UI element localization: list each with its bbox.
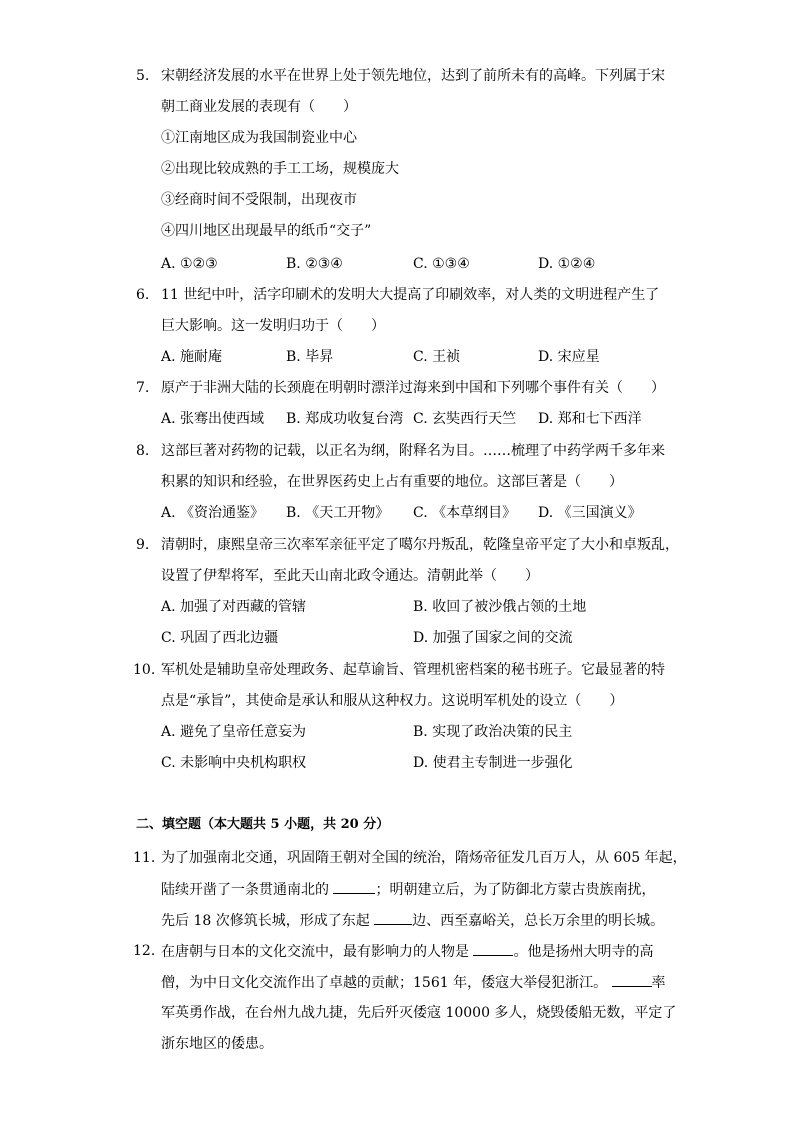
section-title: 二、填空题（本大题共 5 小题，共 20 分） xyxy=(136,817,390,832)
question-stem: 巨大影响。这一发明归功于（ ） xyxy=(161,318,385,334)
stem-text: 率 xyxy=(651,975,666,991)
option-b: B. 郑成功收复台湾 xyxy=(286,411,404,427)
question-stem: 宋朝经济发展的水平在世界上处于领先地位，达到了前所未有的高峰。下列属于宋 xyxy=(161,68,665,84)
question-stem: 这部巨著对药物的记载，以正名为纲，附释名为目。……梳理了中药学两千多年来 xyxy=(161,443,665,459)
option-b: B. 毕昇 xyxy=(286,349,334,365)
question-number: 9. xyxy=(136,537,150,553)
statement-item: ②出现比较成熟的手工工场，规模庞大 xyxy=(161,161,399,177)
question-stem: 设置了伊犁将军，至此天山南北政令通达。清朝此举（ ） xyxy=(161,568,539,584)
option-a: A. 《资治通鉴》 xyxy=(161,505,265,521)
option-b: B. 收回了被沙俄占领的土地 xyxy=(413,599,587,615)
option-d: D. 郑和七下西洋 xyxy=(538,411,642,427)
option-d: D. 宋应星 xyxy=(538,349,600,365)
question-stem-line xyxy=(161,910,664,931)
question-stem: 朝工商业发展的表现有（ ） xyxy=(161,99,357,115)
question-stem: 清朝时，康熙皇帝三次率军亲征平定了噶尔丹叛乱，乾隆皇帝平定了大小和卓叛乱， xyxy=(161,537,679,553)
answer-blank[interactable] xyxy=(473,941,513,956)
question-number: 11. xyxy=(133,850,156,866)
question-stem: 原产于非洲大陆的长颈鹿在明朝时漂洋过海来到中国和下列哪个事件有关（ ） xyxy=(161,380,665,396)
question-stem: 军英勇作战，在台州九战九捷，先后歼灭倭寇 10000 多人，烧毁倭船无数，平定了 xyxy=(161,1005,677,1021)
option-c: C. 《本草纲目》 xyxy=(413,505,517,521)
statement-item: ③经商时间不受限制，出现夜市 xyxy=(161,192,357,208)
option-c: C. 未影响中央机构职权 xyxy=(161,755,307,771)
stem-text: 先后 18 次修筑长城，形成了东起 xyxy=(161,913,375,929)
stem-text: ；明朝建立后，为了防御北方蒙古贵族南扰， xyxy=(375,882,656,898)
stem-text: 僧，为中日文化交流作出了卓越的贡献；1561 年，倭寇大举侵犯浙江。 xyxy=(161,975,612,991)
option-c: C. 玄奘西行天竺 xyxy=(413,411,517,427)
question-stem-line xyxy=(161,879,655,900)
option-d: D. 使君主专制进一步强化 xyxy=(413,755,573,771)
stem-text: 边、西至嘉峪关，总长万余里的明长城。 xyxy=(412,913,665,929)
option-a: A. 避免了皇帝任意妄为 xyxy=(161,724,307,740)
statement-item: ①江南地区成为我国制瓷业中心 xyxy=(161,130,357,146)
question-stem-line xyxy=(161,972,666,993)
option-c: C. 王祯 xyxy=(413,349,461,365)
option-a: A. 张骞出使西域 xyxy=(161,411,265,427)
answer-blank[interactable] xyxy=(612,972,652,987)
option-a: A. ①②③ xyxy=(161,256,218,272)
stem-text: 在唐朝与日本的文化交流中，最有影响力的人物是 xyxy=(161,944,474,960)
question-stem: 浙东地区的倭患。 xyxy=(161,1036,273,1052)
question-stem: 点是“承旨”，其使命是承认和服从这种权力。这说明军机处的设立（ ） xyxy=(161,693,624,709)
statement-item: ④四川地区出现最早的纸币“交子” xyxy=(161,223,372,239)
question-number: 8. xyxy=(136,443,150,459)
question-stem: 军机处是辅助皇帝处理政务、起草谕旨、管理机密档案的秘书班子。它最显著的特 xyxy=(161,662,665,678)
option-b: B. 实现了政治决策的民主 xyxy=(413,724,573,740)
answer-blank[interactable] xyxy=(374,910,412,925)
question-stem: 积累的知识和经验，在世界医药史上占有重要的地位。这部巨著是（ ） xyxy=(161,474,623,490)
question-number: 5. xyxy=(136,68,150,84)
option-c: C. ①③④ xyxy=(413,256,470,272)
question-stem-line xyxy=(161,941,653,962)
option-d: D. 加强了国家之间的交流 xyxy=(413,630,573,646)
question-stem: 11 世纪中叶，活字印刷术的发明大大提高了印刷效率，对人类的文明进程产生了 xyxy=(161,287,660,303)
question-stem: 为了加强南北交通，巩固隋王朝对全国的统治，隋炀帝征发几百万人，从 605 年起， xyxy=(161,850,687,866)
stem-text: 陆续开凿了一条贯通南北的 xyxy=(161,882,334,898)
question-number: 12. xyxy=(133,943,156,959)
question-number: 7. xyxy=(136,380,150,396)
answer-blank[interactable] xyxy=(333,879,375,894)
option-c: C. 巩固了西北边疆 xyxy=(161,630,279,646)
option-a: A. 施耐庵 xyxy=(161,349,223,365)
question-number: 6. xyxy=(136,287,150,303)
question-number: 10. xyxy=(133,662,156,678)
option-b: B. ②③④ xyxy=(286,256,343,272)
option-d: D. ①②④ xyxy=(538,256,596,272)
option-a: A. 加强了对西藏的管辖 xyxy=(161,599,307,615)
option-d: D. 《三国演义》 xyxy=(538,505,642,521)
stem-text: 。他是扬州大明寺的高 xyxy=(513,944,654,960)
option-b: B. 《天工开物》 xyxy=(286,505,390,521)
